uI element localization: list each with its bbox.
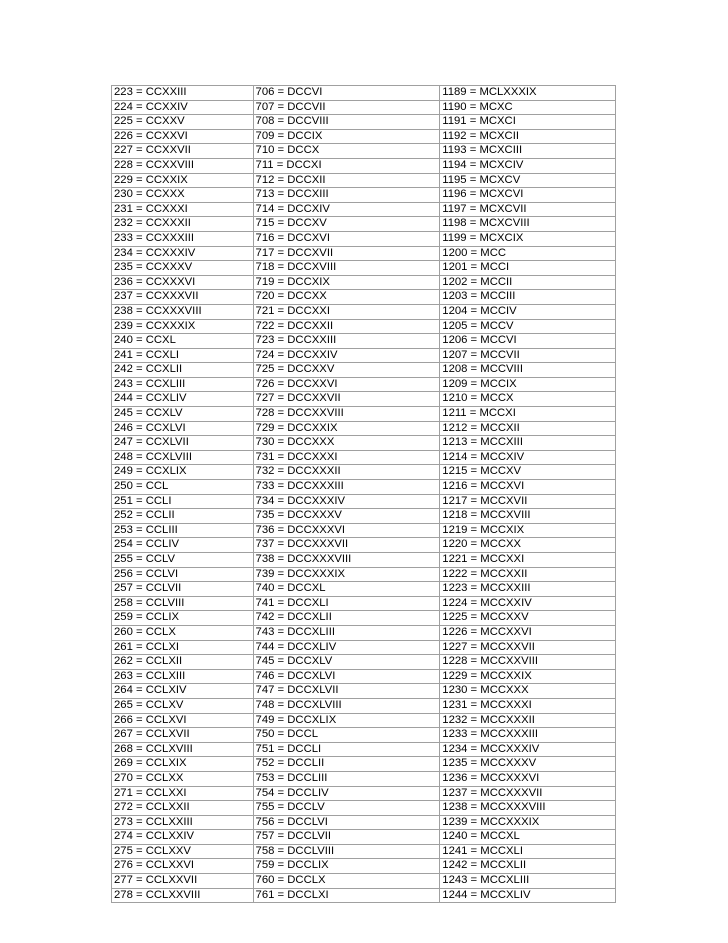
table-row bbox=[112, 173, 616, 188]
table-cell: 271 = CCLXXI bbox=[112, 786, 254, 801]
table-cell: 756 = DCCLVI bbox=[253, 815, 440, 830]
table-cell: 242 = CCXLII bbox=[112, 363, 254, 378]
table-cell: 1244 = MCCXLIV bbox=[440, 888, 616, 903]
table-cell: 1207 = MCCVII bbox=[440, 348, 616, 363]
table-cell: 1198 = MCXCVIII bbox=[440, 217, 616, 232]
table-cell: 728 = DCCXXVIII bbox=[253, 407, 440, 422]
table-cell: 276 = CCLXXVI bbox=[112, 859, 254, 874]
table-cell: 258 = CCLVIII bbox=[112, 596, 254, 611]
table-cell: 237 = CCXXXVII bbox=[112, 290, 254, 305]
table-cell: 226 = CCXXVI bbox=[112, 129, 254, 144]
table-row bbox=[112, 742, 616, 757]
table-cell: 1215 = MCCXV bbox=[440, 465, 616, 480]
table-cell: 262 = CCLXII bbox=[112, 655, 254, 670]
table-row bbox=[112, 86, 616, 101]
table-cell: 1216 = MCCXVI bbox=[440, 480, 616, 495]
table-cell: 252 = CCLII bbox=[112, 509, 254, 524]
table-row bbox=[112, 100, 616, 115]
table-cell: 735 = DCCXXXV bbox=[253, 509, 440, 524]
table-row bbox=[112, 640, 616, 655]
table-cell: 250 = CCL bbox=[112, 480, 254, 495]
table-cell: 1212 = MCCXII bbox=[440, 421, 616, 436]
table-cell: 723 = DCCXXIII bbox=[253, 334, 440, 349]
table-row bbox=[112, 158, 616, 173]
table-cell: 724 = DCCXXIV bbox=[253, 348, 440, 363]
table-cell: 1197 = MCXCVII bbox=[440, 202, 616, 217]
table-cell: 267 = CCLXVII bbox=[112, 728, 254, 743]
table-cell: 233 = CCXXXIII bbox=[112, 231, 254, 246]
table-cell: 722 = DCCXXII bbox=[253, 319, 440, 334]
table-row bbox=[112, 144, 616, 159]
table-row bbox=[112, 450, 616, 465]
table-cell: 727 = DCCXXVII bbox=[253, 392, 440, 407]
table-cell: 238 = CCXXXVIII bbox=[112, 304, 254, 319]
table-cell: 264 = CCLXIV bbox=[112, 684, 254, 699]
table-cell: 1200 = MCC bbox=[440, 246, 616, 261]
table-row bbox=[112, 728, 616, 743]
table-cell: 232 = CCXXXII bbox=[112, 217, 254, 232]
table-row bbox=[112, 830, 616, 845]
table-cell: 263 = CCLXIII bbox=[112, 669, 254, 684]
table-body bbox=[112, 86, 616, 903]
table-row bbox=[112, 494, 616, 509]
table-cell: 277 = CCLXXVII bbox=[112, 874, 254, 889]
table-row bbox=[112, 815, 616, 830]
table-cell: 1227 = MCCXXVII bbox=[440, 640, 616, 655]
table-cell: 249 = CCXLIX bbox=[112, 465, 254, 480]
table-cell: 714 = DCCXIV bbox=[253, 202, 440, 217]
table-row bbox=[112, 115, 616, 130]
table-cell: 720 = DCCXX bbox=[253, 290, 440, 305]
table-cell: 737 = DCCXXXVII bbox=[253, 538, 440, 553]
table-cell: 1226 = MCCXXVI bbox=[440, 625, 616, 640]
table-cell: 716 = DCCXVI bbox=[253, 231, 440, 246]
table-cell: 751 = DCCLI bbox=[253, 742, 440, 757]
table-row bbox=[112, 319, 616, 334]
table-cell: 236 = CCXXXVI bbox=[112, 275, 254, 290]
table-cell: 719 = DCCXIX bbox=[253, 275, 440, 290]
table-row bbox=[112, 129, 616, 144]
table-cell: 707 = DCCVII bbox=[253, 100, 440, 115]
table-cell: 225 = CCXXV bbox=[112, 115, 254, 130]
table-row bbox=[112, 407, 616, 422]
table-cell: 1199 = MCXCIX bbox=[440, 231, 616, 246]
table-cell: 712 = DCCXII bbox=[253, 173, 440, 188]
table-cell: 245 = CCXLV bbox=[112, 407, 254, 422]
table-cell: 1234 = MCCXXXIV bbox=[440, 742, 616, 757]
table-cell: 253 = CCLIII bbox=[112, 523, 254, 538]
table-cell: 255 = CCLV bbox=[112, 553, 254, 568]
table-cell: 1205 = MCCV bbox=[440, 319, 616, 334]
table-row bbox=[112, 567, 616, 582]
table-cell: 1223 = MCCXXIII bbox=[440, 582, 616, 597]
table-cell: 744 = DCCXLIV bbox=[253, 640, 440, 655]
table-row bbox=[112, 611, 616, 626]
table-cell: 739 = DCCXXXIX bbox=[253, 567, 440, 582]
table-row bbox=[112, 669, 616, 684]
table-row bbox=[112, 421, 616, 436]
table-cell: 743 = DCCXLIII bbox=[253, 625, 440, 640]
table-row bbox=[112, 596, 616, 611]
table-cell: 235 = CCXXXV bbox=[112, 261, 254, 276]
table-cell: 1235 = MCCXXXV bbox=[440, 757, 616, 772]
table-row bbox=[112, 465, 616, 480]
table-cell: 1232 = MCCXXXII bbox=[440, 713, 616, 728]
table-cell: 721 = DCCXXI bbox=[253, 304, 440, 319]
table-cell: 246 = CCXLVI bbox=[112, 421, 254, 436]
table-cell: 725 = DCCXXV bbox=[253, 363, 440, 378]
table-cell: 266 = CCLXVI bbox=[112, 713, 254, 728]
table-cell: 278 = CCLXXVIII bbox=[112, 888, 254, 903]
table-cell: 1239 = MCCXXXIX bbox=[440, 815, 616, 830]
table-row bbox=[112, 684, 616, 699]
table-cell: 1203 = MCCIII bbox=[440, 290, 616, 305]
table-cell: 1201 = MCCI bbox=[440, 261, 616, 276]
table-cell: 239 = CCXXXIX bbox=[112, 319, 254, 334]
table-cell: 736 = DCCXXXVI bbox=[253, 523, 440, 538]
table-row bbox=[112, 275, 616, 290]
table-cell: 224 = CCXXIV bbox=[112, 100, 254, 115]
table-cell: 1233 = MCCXXXIII bbox=[440, 728, 616, 743]
table-row bbox=[112, 538, 616, 553]
table-cell: 1189 = MCLXXXIX bbox=[440, 86, 616, 101]
table-cell: 273 = CCLXXIII bbox=[112, 815, 254, 830]
table-cell: 228 = CCXXVIII bbox=[112, 158, 254, 173]
table-row bbox=[112, 553, 616, 568]
table-cell: 1190 = MCXC bbox=[440, 100, 616, 115]
table-cell: 741 = DCCXLI bbox=[253, 596, 440, 611]
table-cell: 760 = DCCLX bbox=[253, 874, 440, 889]
table-row bbox=[112, 844, 616, 859]
table-row bbox=[112, 348, 616, 363]
table-cell: 708 = DCCVIII bbox=[253, 115, 440, 130]
table-cell: 259 = CCLIX bbox=[112, 611, 254, 626]
table-cell: 234 = CCXXXIV bbox=[112, 246, 254, 261]
table-cell: 750 = DCCL bbox=[253, 728, 440, 743]
table-row bbox=[112, 231, 616, 246]
table-cell: 742 = DCCXLII bbox=[253, 611, 440, 626]
table-cell: 227 = CCXXVII bbox=[112, 144, 254, 159]
table-cell: 1210 = MCCX bbox=[440, 392, 616, 407]
table-cell: 1243 = MCCXLIII bbox=[440, 874, 616, 889]
table-cell: 265 = CCLXV bbox=[112, 698, 254, 713]
table-cell: 268 = CCLXVIII bbox=[112, 742, 254, 757]
table-cell: 748 = DCCXLVIII bbox=[253, 698, 440, 713]
table-cell: 244 = CCXLIV bbox=[112, 392, 254, 407]
table-row bbox=[112, 523, 616, 538]
roman-numeral-table bbox=[111, 85, 616, 903]
table-cell: 726 = DCCXXVI bbox=[253, 377, 440, 392]
table-cell: 1204 = MCCIV bbox=[440, 304, 616, 319]
table-row bbox=[112, 509, 616, 524]
table-cell: 257 = CCLVII bbox=[112, 582, 254, 597]
table-cell: 231 = CCXXXI bbox=[112, 202, 254, 217]
table-cell: 243 = CCXLIII bbox=[112, 377, 254, 392]
table-cell: 734 = DCCXXXIV bbox=[253, 494, 440, 509]
table-cell: 1221 = MCCXXI bbox=[440, 553, 616, 568]
table-cell: 1191 = MCXCI bbox=[440, 115, 616, 130]
table-cell: 1196 = MCXCVI bbox=[440, 188, 616, 203]
table-cell: 230 = CCXXX bbox=[112, 188, 254, 203]
table-row bbox=[112, 786, 616, 801]
table-cell: 757 = DCCLVII bbox=[253, 830, 440, 845]
table-row bbox=[112, 874, 616, 889]
table-cell: 1195 = MCXCV bbox=[440, 173, 616, 188]
table-cell: 749 = DCCXLIX bbox=[253, 713, 440, 728]
table-row bbox=[112, 801, 616, 816]
table-row bbox=[112, 625, 616, 640]
table-cell: 730 = DCCXXX bbox=[253, 436, 440, 451]
table-row bbox=[112, 582, 616, 597]
table-row bbox=[112, 261, 616, 276]
table-row bbox=[112, 771, 616, 786]
table-cell: 269 = CCLXIX bbox=[112, 757, 254, 772]
table-cell: 1230 = MCCXXX bbox=[440, 684, 616, 699]
table-cell: 261 = CCLXI bbox=[112, 640, 254, 655]
table-cell: 274 = CCLXXIV bbox=[112, 830, 254, 845]
table-cell: 1217 = MCCXVII bbox=[440, 494, 616, 509]
table-row bbox=[112, 480, 616, 495]
table-cell: 1206 = MCCVI bbox=[440, 334, 616, 349]
table-cell: 718 = DCCXVIII bbox=[253, 261, 440, 276]
table-cell: 709 = DCCIX bbox=[253, 129, 440, 144]
table-cell: 1218 = MCCXVIII bbox=[440, 509, 616, 524]
table-cell: 1214 = MCCXIV bbox=[440, 450, 616, 465]
table-cell: 247 = CCXLVII bbox=[112, 436, 254, 451]
table-cell: 733 = DCCXXXIII bbox=[253, 480, 440, 495]
table-row bbox=[112, 304, 616, 319]
table-cell: 260 = CCLX bbox=[112, 625, 254, 640]
table-cell: 711 = DCCXI bbox=[253, 158, 440, 173]
table-cell: 248 = CCXLVIII bbox=[112, 450, 254, 465]
table-row bbox=[112, 655, 616, 670]
table-cell: 740 = DCCXL bbox=[253, 582, 440, 597]
table-cell: 729 = DCCXXIX bbox=[253, 421, 440, 436]
table-cell: 1208 = MCCVIII bbox=[440, 363, 616, 378]
table-cell: 713 = DCCXIII bbox=[253, 188, 440, 203]
table-cell: 732 = DCCXXXII bbox=[253, 465, 440, 480]
table-cell: 745 = DCCXLV bbox=[253, 655, 440, 670]
table-cell: 761 = DCCLXI bbox=[253, 888, 440, 903]
table-row bbox=[112, 888, 616, 903]
table-cell: 1238 = MCCXXXVIII bbox=[440, 801, 616, 816]
table-cell: 1213 = MCCXIII bbox=[440, 436, 616, 451]
table-row bbox=[112, 290, 616, 305]
table-row bbox=[112, 246, 616, 261]
table-cell: 1193 = MCXCIII bbox=[440, 144, 616, 159]
table-row bbox=[112, 436, 616, 451]
table-cell: 1220 = MCCXX bbox=[440, 538, 616, 553]
table-cell: 706 = DCCVI bbox=[253, 86, 440, 101]
table-row bbox=[112, 334, 616, 349]
table-row bbox=[112, 188, 616, 203]
table-row bbox=[112, 698, 616, 713]
table-cell: 755 = DCCLV bbox=[253, 801, 440, 816]
table-cell: 758 = DCCLVIII bbox=[253, 844, 440, 859]
table-cell: 1228 = MCCXXVIII bbox=[440, 655, 616, 670]
table-cell: 746 = DCCXLVI bbox=[253, 669, 440, 684]
table-cell: 1222 = MCCXXII bbox=[440, 567, 616, 582]
table-cell: 1211 = MCCXI bbox=[440, 407, 616, 422]
table-cell: 731 = DCCXXXI bbox=[253, 450, 440, 465]
table-cell: 1224 = MCCXXIV bbox=[440, 596, 616, 611]
table-cell: 254 = CCLIV bbox=[112, 538, 254, 553]
table-cell: 715 = DCCXV bbox=[253, 217, 440, 232]
table-cell: 251 = CCLI bbox=[112, 494, 254, 509]
table-cell: 1194 = MCXCIV bbox=[440, 158, 616, 173]
table-cell: 1202 = MCCII bbox=[440, 275, 616, 290]
table-row bbox=[112, 713, 616, 728]
table-cell: 752 = DCCLII bbox=[253, 757, 440, 772]
table-cell: 256 = CCLVI bbox=[112, 567, 254, 582]
table-cell: 1242 = MCCXLII bbox=[440, 859, 616, 874]
table-cell: 754 = DCCLIV bbox=[253, 786, 440, 801]
table-cell: 1229 = MCCXXIX bbox=[440, 669, 616, 684]
table-cell: 270 = CCLXX bbox=[112, 771, 254, 786]
table-cell: 1225 = MCCXXV bbox=[440, 611, 616, 626]
table-cell: 1237 = MCCXXXVII bbox=[440, 786, 616, 801]
table-cell: 272 = CCLXXII bbox=[112, 801, 254, 816]
table-cell: 1240 = MCCXL bbox=[440, 830, 616, 845]
table-cell: 1236 = MCCXXXVI bbox=[440, 771, 616, 786]
table-row bbox=[112, 757, 616, 772]
table-cell: 1231 = MCCXXXI bbox=[440, 698, 616, 713]
table-cell: 275 = CCLXXV bbox=[112, 844, 254, 859]
table-cell: 1241 = MCCXLI bbox=[440, 844, 616, 859]
table-cell: 241 = CCXLI bbox=[112, 348, 254, 363]
table-cell: 710 = DCCX bbox=[253, 144, 440, 159]
table-cell: 1192 = MCXCII bbox=[440, 129, 616, 144]
table-row bbox=[112, 363, 616, 378]
table-cell: 1219 = MCCXIX bbox=[440, 523, 616, 538]
table-row bbox=[112, 859, 616, 874]
table-row bbox=[112, 202, 616, 217]
table-row bbox=[112, 217, 616, 232]
table-cell: 747 = DCCXLVII bbox=[253, 684, 440, 699]
table-cell: 223 = CCXXIII bbox=[112, 86, 254, 101]
table-cell: 1209 = MCCIX bbox=[440, 377, 616, 392]
table-row bbox=[112, 377, 616, 392]
table-cell: 753 = DCCLIII bbox=[253, 771, 440, 786]
table-cell: 738 = DCCXXXVIII bbox=[253, 553, 440, 568]
table-row bbox=[112, 392, 616, 407]
table-cell: 717 = DCCXVII bbox=[253, 246, 440, 261]
table-cell: 229 = CCXXIX bbox=[112, 173, 254, 188]
table-cell: 240 = CCXL bbox=[112, 334, 254, 349]
table-cell: 759 = DCCLIX bbox=[253, 859, 440, 874]
